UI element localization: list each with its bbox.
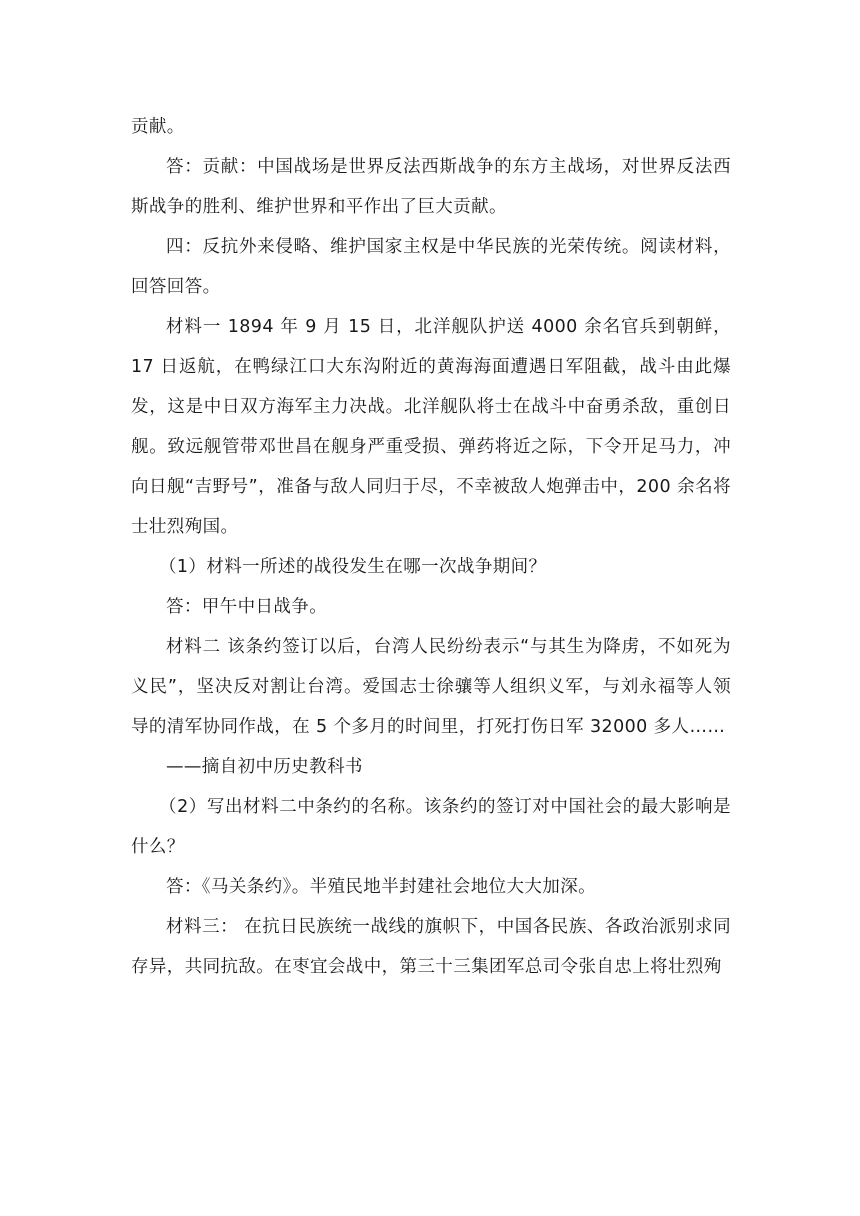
source-citation: ——摘自初中历史教科书 xyxy=(166,757,363,777)
material-one-paragraph: 材料一 1894 年 9 月 15 日，北洋舰队护送 4000 余名官兵到朝鲜，17 日返航，在鸭绿江口大东沟附近的黄海海面遭遇日军阻截，战斗由此爆发，这是中日双方海军主力决战。北洋舰队将士在战斗中奋勇杀敌，重创日舰。致远舰管带邓世昌在舰身严重受损、弹药将近之际，下令开足马力，冲向日舰“吉野号”，准备与敌人同归于尽，不幸被敌人炮弹击中，200 余名将士壮烈殉国。 xyxy=(131,317,731,537)
answer-2: 答：《马关条约》。半殖民地半封建社会地位大大加深。 xyxy=(166,877,596,897)
answer-paragraph: 答：贡献：中国战场是世界反法西斯战争的东方主战场，对世界反法西斯战争的胜利、维护世界和平作出了巨大贡献。 xyxy=(131,157,731,217)
material-two-paragraph: 材料二 该条约签订以后，台湾人民纷纷表示“与其生为降虏，不如死为义民”，坚决反对割让台湾。爱国志士徐骧等人组织义军，与刘永福等人领导的清军协同作战，在 5 个多月的时间里，打死打伤日军 32000 多人…… xyxy=(131,637,731,737)
material-three-paragraph: 材料三： 在抗日民族统一战线的旗帜下，中国各民族、各政治派别求同存异，共同抗敌。在枣宜会战中，第三十三集团军总司令张自忠上将壮烈殉 xyxy=(131,917,731,977)
sub-question-2: （2）写出材料二中条约的名称。该条约的签订对中国社会的最大影响是什么？ xyxy=(131,797,731,857)
sub-question-1: （1）材料一所述的战役发生在哪一次战争期间？ xyxy=(159,557,547,577)
question-heading: 四：反抗外来侵略、维护国家主权是中华民族的光荣传统。阅读材料，回答回答。 xyxy=(131,237,731,297)
answer-1: 答：甲午中日战争。 xyxy=(166,597,328,617)
document-body xyxy=(131,107,731,987)
paragraph-continuation: 贡献。 xyxy=(131,117,185,137)
